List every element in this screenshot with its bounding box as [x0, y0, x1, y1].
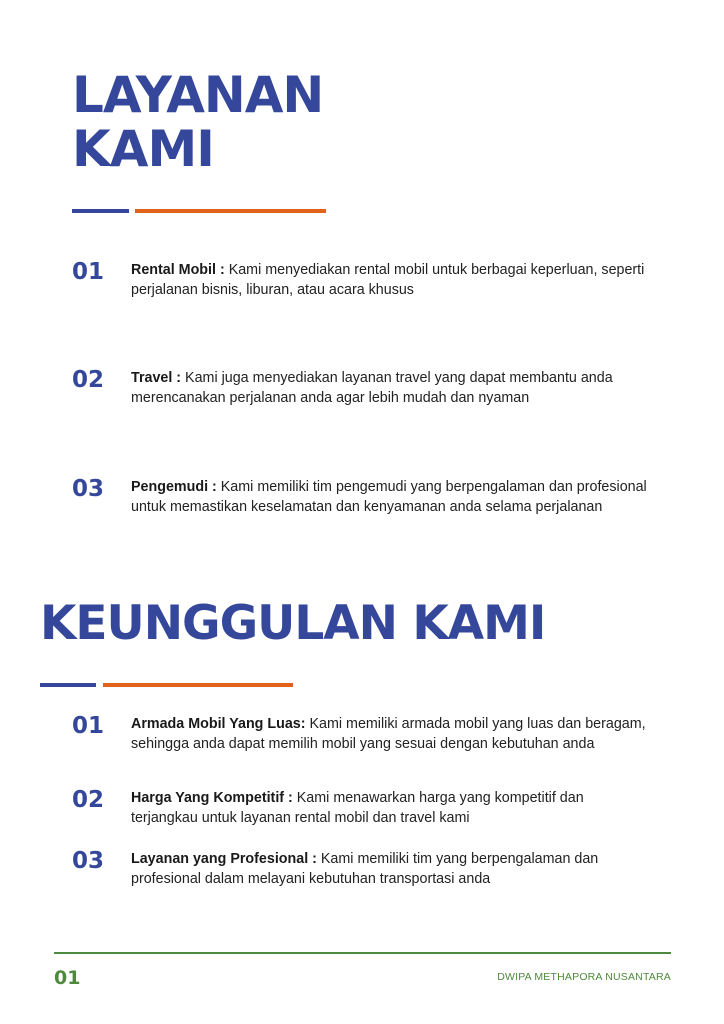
service-item [72, 368, 672, 408]
item-description: Kami menawarkan harga yang kompetitif dan terjangkau untuk layanan rental mobil dan travel kami [131, 790, 584, 826]
item-title: Rental Mobil : [131, 262, 225, 278]
advantage-item [72, 714, 672, 754]
item-description: Kami memiliki armada mobil yang luas dan beragam, sehingga anda dapat memilih mobil yang sesuai dengan kebutuhan anda [131, 716, 646, 752]
item-text [131, 714, 651, 754]
title-underline-orange [135, 209, 326, 213]
item-number: 03 [72, 476, 105, 502]
item-text [131, 368, 651, 408]
item-description: Kami menyediakan rental mobil untuk berbagai keperluan, seperti perjalanan bisnis, liburan, atau acara khusus [131, 262, 645, 298]
item-number: 02 [72, 787, 105, 813]
item-number: 01 [72, 259, 105, 285]
item-description: Kami juga menyediakan layanan travel yang dapat membantu anda merencanakan perjalanan anda agar lebih mudah dan nyaman [131, 370, 613, 406]
item-text [131, 477, 651, 517]
item-text [131, 849, 651, 889]
title-underline-orange [103, 683, 293, 687]
item-text [131, 788, 651, 828]
item-number: 03 [72, 848, 105, 874]
item-description: Kami memiliki tim pengemudi yang berpengalaman dan profesional untuk memastikan keselamatan dan kenyamanan anda selama perjalanan [131, 479, 647, 515]
item-text [131, 260, 651, 300]
item-title: Travel : [131, 370, 182, 386]
section-title-keunggulan: KEUNGGULAN KAMI [40, 596, 546, 651]
item-title: Harga Yang Kompetitif : [131, 790, 293, 806]
item-number: 02 [72, 367, 105, 393]
advantage-item [72, 788, 672, 828]
footer-brand: DWIPA METHAPORA NUSANTARA [497, 971, 671, 983]
item-title: Armada Mobil Yang Luas: [131, 716, 306, 732]
service-item [72, 260, 672, 300]
page-number: 01 [54, 967, 81, 989]
footer-divider [54, 952, 671, 954]
advantage-item [72, 849, 672, 889]
item-description: Kami memiliki tim yang berpengalaman dan profesional dalam melayani kebutuhan transportasi anda [131, 851, 599, 887]
item-number: 01 [72, 713, 105, 739]
title-underline-blue [40, 683, 96, 687]
item-title: Layanan yang Profesional : [131, 851, 317, 867]
service-item [72, 477, 672, 517]
section-title-layanan: LAYANAN KAMI [72, 66, 324, 178]
title-underline-blue [72, 209, 129, 213]
item-title: Pengemudi : [131, 479, 217, 495]
